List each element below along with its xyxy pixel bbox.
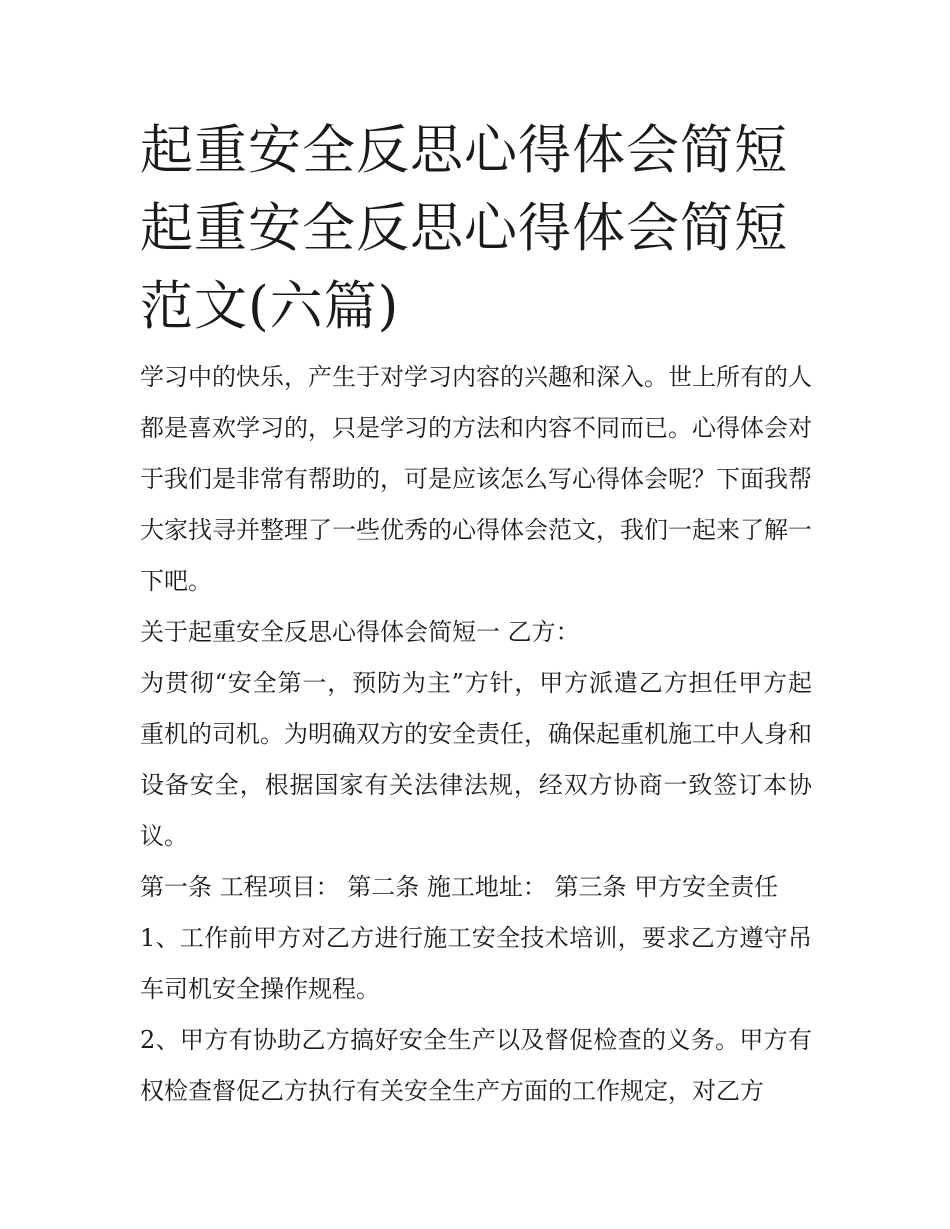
clause-2-paragraph: 2、甲方有协助乙方搞好安全生产以及督促检查的义务。甲方有权检查督促乙方执行有关安全生产方面的工作规定，对乙方: [140, 1026, 812, 1105]
section-heading-paragraph: 关于起重安全反思心得体会简短一 乙方：: [140, 618, 580, 646]
document-body: [140, 112, 812, 1117]
clause-1-paragraph: 1、工作前甲方对乙方进行施工安全技术培训，要求乙方遵守吊车司机安全操作规程。: [140, 924, 812, 1003]
document-title: 起重安全反思心得体会简短 起重安全反思心得体会简短范文(六篇): [140, 120, 788, 337]
intro-paragraph: 学习中的快乐，产生于对学习内容的兴趣和深入。世上所有的人都是喜欢学习的，只是学习的方法和内容不同而已。心得体会对于我们是非常有帮助的，可是应该怎么写心得体会呢？下面我帮大家找寻并整理了一些优秀的心得体会范文，我们一起来了解一下吧。: [140, 363, 812, 595]
articles-paragraph: 第一条 工程项目： 第二条 施工地址： 第三条 甲方安全责任: [140, 873, 779, 901]
agreement-purpose-paragraph: 为贯彻“安全第一，预防为主”方针，甲方派遣乙方担任甲方起重机的司机。为明确双方的安全责任，确保起重机施工中人身和设备安全，根据国家有关法律法规，经双方协商一致签订本协议。: [140, 669, 812, 850]
